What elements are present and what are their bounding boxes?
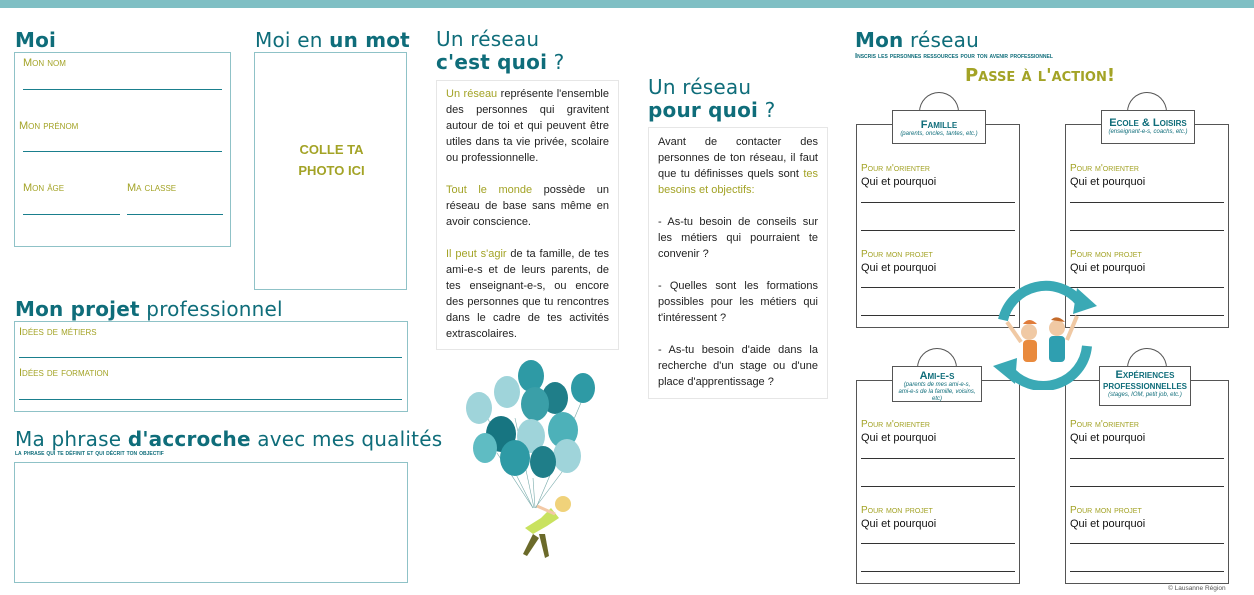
card-experiences-line-3[interactable] (1070, 543, 1224, 544)
card-ecole-qui-2: Qui et pourquoi (1070, 262, 1146, 274)
age-input[interactable] (23, 214, 120, 215)
card-ecole-line-1[interactable] (1070, 202, 1224, 203)
card-experiences-tab: Expériences professionnelles (stages, IOM, petit job, etc.) (1099, 366, 1191, 406)
credit: © Lausanne Région (1168, 585, 1226, 592)
card-experiences-line-1[interactable] (1070, 458, 1224, 459)
prenom-label: Mon prénom (19, 120, 79, 132)
card-amis-qui-2: Qui et pourquoi (861, 518, 937, 530)
mon-reseau-title: Mon réseau (855, 28, 979, 52)
reseau-pourquoi-card (648, 127, 828, 399)
card-experiences-qui-1: Qui et pourquoi (1070, 432, 1146, 444)
card-ecole-qui-1: Qui et pourquoi (1070, 176, 1146, 188)
reseau-quoi-title: Un réseau c'est quoi ? (436, 27, 565, 74)
card-amis-orienter: Pour m'orienter (861, 419, 930, 430)
card-ecole-line-2[interactable] (1070, 230, 1224, 231)
card-amis-projet: Pour mon projet (861, 505, 933, 516)
card-experiences-projet: Pour mon projet (1070, 505, 1142, 516)
card-experiences (1065, 380, 1229, 584)
photo-frame[interactable] (254, 52, 407, 290)
photo-placeholder: COLLE TA PHOTO ICI (298, 142, 365, 178)
card-famille-qui-1: Qui et pourquoi (861, 176, 937, 188)
card-amis-tab: Ami-e-s (parents de mes ami-e-s, ami-e-s de la famille, voisins, etc) (892, 366, 982, 402)
prenom-input[interactable] (23, 151, 222, 152)
classe-input[interactable] (127, 214, 223, 215)
card-ecole-tab: Ecole & Loisirs (enseignant-e-s, coachs, etc.) (1101, 110, 1195, 144)
card-amis-line-1[interactable] (861, 458, 1015, 459)
card-experiences-line-2[interactable] (1070, 486, 1224, 487)
card-experiences-line-4[interactable] (1070, 571, 1224, 572)
reseau-quoi-p1: Un réseau représente l'ensemble des personnes qui gravitent autour de toi et qui peuvent être utiles dans ta vie privée, scolaire ou professionnelle. (446, 88, 609, 164)
accroche-subtitle: la phrase qui te définit et qui décrit ton objectif (15, 450, 164, 457)
top-accent-bar (0, 0, 1254, 8)
balloons-illustration (455, 358, 605, 578)
cycle-arrows-illustration (985, 280, 1103, 390)
card-ecole-orienter: Pour m'orienter (1070, 163, 1139, 174)
classe-label: Ma classe (127, 182, 177, 194)
reseau-quoi-p2: Tout le monde possède un réseau de base sans même en avoir conscience. (446, 184, 609, 228)
mon-reseau-subtitle: Inscris les personnes ressources pour ton avenir professionnel (855, 51, 1053, 60)
card-amis-line-4[interactable] (861, 571, 1015, 572)
formation-input[interactable] (19, 399, 402, 400)
card-ecole-projet: Pour mon projet (1070, 249, 1142, 260)
metiers-input[interactable] (19, 357, 402, 358)
projet-form (14, 321, 408, 412)
card-experiences-qui-2: Qui et pourquoi (1070, 518, 1146, 530)
card-amis-line-3[interactable] (861, 543, 1015, 544)
card-amis (856, 380, 1020, 584)
nom-input[interactable] (23, 89, 222, 90)
photo-title: Moi en un mot (255, 28, 410, 52)
reseau-quoi-p3: Il peut s'agir de ta famille, de tes ami-e-s et de leurs parents, de tes enseignant-e-s, ou encore des personnes que tu rencontres dans le cadre de tes activités extrascolaires. (446, 248, 609, 340)
moi-title: Moi (15, 28, 57, 52)
nom-label: Mon nom (23, 57, 66, 69)
age-label: Mon âge (23, 182, 65, 194)
card-famille-tab: Famille (parents, oncles, tantes, etc.) (892, 110, 986, 144)
card-amis-line-2[interactable] (861, 486, 1015, 487)
reseau-quoi-card (436, 80, 619, 350)
card-amis-qui-1: Qui et pourquoi (861, 432, 937, 444)
card-famille-projet: Pour mon projet (861, 249, 933, 260)
reseau-pourquoi-q2: - Quelles sont les formations possibles pour les métiers qui t'intéressent ? (658, 280, 818, 324)
accroche-title: Ma phrase d'accroche avec mes qualités (15, 427, 443, 451)
accroche-textarea[interactable] (14, 462, 408, 583)
projet-title: Mon projet professionnel (15, 297, 283, 321)
call-to-action: Passe à l'action! (964, 65, 1116, 86)
card-famille-line-2[interactable] (861, 230, 1015, 231)
reseau-pourquoi-p1: Avant de contacter des personnes de ton réseau, il faut que tu définisses quels sont tes besoins et objectifs: (658, 136, 818, 196)
reseau-pourquoi-q1: - As-tu besoin de conseils sur les métiers qui pourraient te convenir ? (658, 216, 818, 260)
reseau-pourquoi-q3: - As-tu besoin d'aide dans la recherche d'un stage ou d'une place d'apprentissage ? (658, 344, 818, 388)
card-famille-orienter: Pour m'orienter (861, 163, 930, 174)
card-famille-line-1[interactable] (861, 202, 1015, 203)
reseau-pourquoi-title: Un réseau pour quoi ? (648, 75, 776, 122)
card-famille-qui-2: Qui et pourquoi (861, 262, 937, 274)
formation-label: Idées de formation (19, 367, 109, 379)
moi-form (14, 52, 231, 247)
card-experiences-orienter: Pour m'orienter (1070, 419, 1139, 430)
metiers-label: Idées de métiers (19, 326, 97, 338)
